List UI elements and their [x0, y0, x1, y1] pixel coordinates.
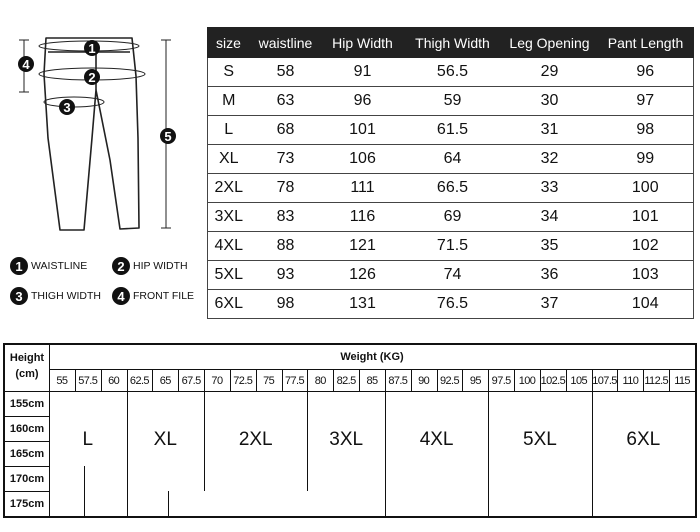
- grid-line: [5, 491, 49, 492]
- size-row: [208, 203, 694, 232]
- measurement-cell: 71.5: [404, 232, 502, 261]
- measurement-cell: 116: [322, 203, 404, 232]
- weight-value: 87.5: [388, 375, 408, 387]
- marker-hip-width: [84, 69, 100, 85]
- measurement-cell: 102: [598, 232, 694, 261]
- size-row: [208, 145, 694, 174]
- weight-value: 92.5: [440, 375, 460, 387]
- measurement-cell: 101: [322, 116, 404, 145]
- size-row: [208, 232, 694, 261]
- measurement-cell: 30: [502, 87, 598, 116]
- measurement-cell: 131: [322, 290, 404, 319]
- marker-pant-length: [160, 128, 176, 144]
- svg-text:3: 3: [63, 100, 71, 115]
- size-zone-divider: [168, 491, 169, 516]
- grid-line: [5, 441, 49, 442]
- col-header-hip-width: Hip Width: [322, 28, 404, 58]
- size-zone-label: 3XL: [329, 429, 364, 450]
- measurement-cell: 96: [322, 87, 404, 116]
- measurement-cell: 83: [250, 203, 322, 232]
- measurement-cell: 121: [322, 232, 404, 261]
- measurement-cell: 99: [598, 145, 694, 174]
- legend-front-file: [112, 287, 194, 305]
- size-row: [208, 87, 694, 116]
- weight-value: 67.5: [181, 375, 201, 387]
- measurement-cell: 96: [598, 58, 694, 87]
- weight-value: 85: [366, 375, 378, 387]
- measurement-cell: 37: [502, 290, 598, 319]
- height-unit: (cm): [15, 368, 39, 380]
- measurement-cell: 56.5: [404, 58, 502, 87]
- legend-thigh-width: [10, 287, 101, 305]
- size-cell: 3XL: [208, 203, 250, 232]
- size-row: [208, 58, 694, 87]
- size-zone-divider: [127, 466, 128, 516]
- size-zone-label: 2XL: [238, 429, 273, 450]
- measurement-cell: 61.5: [404, 116, 502, 145]
- weight-value: 100: [518, 375, 536, 387]
- grid-line: [49, 369, 695, 370]
- legend-badge: 2: [112, 257, 130, 275]
- measurement-cell: 91: [322, 58, 404, 87]
- pants-outline: [44, 38, 139, 230]
- size-cell: 6XL: [208, 290, 250, 319]
- size-zone-label: XL: [153, 429, 177, 450]
- measurement-cell: 97: [598, 87, 694, 116]
- measurement-cell: 68: [250, 116, 322, 145]
- size-row: [208, 290, 694, 319]
- size-zone-divider: [385, 391, 386, 516]
- measurement-cell: 31: [502, 116, 598, 145]
- legend-waistline: [10, 257, 87, 275]
- weight-value: 97.5: [491, 375, 511, 387]
- height-value: 175cm: [9, 498, 45, 510]
- legend-badge: 3: [10, 287, 28, 305]
- measurement-cell: 29: [502, 58, 598, 87]
- weight-value: 77.5: [284, 375, 304, 387]
- measurement-cell: 100: [598, 174, 694, 203]
- legend-label: FRONT FILE: [133, 290, 195, 302]
- size-row: [208, 261, 694, 290]
- legend-badge: 1: [10, 257, 28, 275]
- weight-header: Weight (KG): [340, 351, 404, 363]
- measurement-cell: 32: [502, 145, 598, 174]
- legend-label: HIP WIDTH: [133, 260, 188, 272]
- size-zone-label: L: [82, 429, 94, 450]
- col-header-waistline: waistline: [250, 28, 322, 58]
- size-zone-divider: [592, 391, 593, 516]
- weight-value: 55: [56, 375, 68, 387]
- legend-row-2: [10, 287, 210, 305]
- size-cell: L: [208, 116, 250, 145]
- marker-thigh-width: [59, 99, 75, 115]
- measurement-cell: 74: [404, 261, 502, 290]
- height-value: 155cm: [9, 398, 45, 410]
- size-cell: 4XL: [208, 232, 250, 261]
- weight-value: 107.5: [592, 375, 617, 387]
- measurement-cell: 33: [502, 174, 598, 203]
- height-value: 170cm: [9, 473, 45, 485]
- measurement-cell: 66.5: [404, 174, 502, 203]
- size-zone-label: 6XL: [626, 429, 661, 450]
- size-zone-divider: [488, 391, 489, 516]
- size-cell: XL: [208, 145, 250, 174]
- measurement-cell: 78: [250, 174, 322, 203]
- weight-value: 70: [211, 375, 223, 387]
- marker-front-file: [18, 56, 34, 72]
- weight-value: 105: [570, 375, 587, 387]
- size-zone-divider: [204, 391, 205, 491]
- size-zone-label: 5XL: [523, 429, 557, 450]
- measurement-cell: 98: [598, 116, 694, 145]
- weight-value: 65: [159, 375, 171, 387]
- legend-badge: 4: [112, 287, 130, 305]
- measurement-cell: 104: [598, 290, 694, 319]
- size-chart-table: [207, 27, 694, 319]
- measurement-cell: 111: [322, 174, 404, 203]
- measurement-cell: 98: [250, 290, 322, 319]
- measurement-cell: 64: [404, 145, 502, 174]
- measurement-cell: 76.5: [404, 290, 502, 319]
- size-zone-divider: [127, 391, 128, 466]
- measurement-cell: 58: [250, 58, 322, 87]
- weight-value: 112.5: [644, 375, 669, 387]
- col-header-size: size: [208, 28, 250, 58]
- size-row: [208, 116, 694, 145]
- marker-waistline: [84, 40, 100, 56]
- weight-value: 115: [674, 375, 690, 387]
- legend-label: WAISTLINE: [31, 260, 88, 272]
- measurement-cell: 35: [502, 232, 598, 261]
- measurement-cell: 88: [250, 232, 322, 261]
- measurement-cell: 34: [502, 203, 598, 232]
- svg-text:2: 2: [88, 70, 96, 85]
- svg-text:1: 1: [88, 41, 96, 56]
- measurement-cell: 126: [322, 261, 404, 290]
- weight-value: 95: [469, 375, 481, 387]
- measurement-cell: 93: [250, 261, 322, 290]
- col-header-thigh-width: Thigh Width: [404, 28, 502, 58]
- height-value: 160cm: [9, 423, 45, 435]
- weight-value: 60: [108, 375, 120, 387]
- measurement-cell: 36: [502, 261, 598, 290]
- weight-value: 72.5: [233, 375, 253, 387]
- height-header: Height: [9, 352, 45, 364]
- col-header-leg-opening: Leg Opening: [502, 28, 598, 58]
- size-cell: S: [208, 58, 250, 87]
- weight-value: 57.5: [78, 375, 98, 387]
- legend-hip-width: [112, 257, 188, 275]
- grid-line: [5, 416, 49, 417]
- svg-text:5: 5: [164, 129, 172, 144]
- weight-value: 62.5: [129, 375, 149, 387]
- measurement-cell: 101: [598, 203, 694, 232]
- measurement-cell: 59: [404, 87, 502, 116]
- weight-height-fit-chart: [3, 343, 697, 518]
- weight-value: 80: [314, 375, 326, 387]
- svg-text:4: 4: [22, 57, 30, 72]
- pants-diagram: [8, 28, 200, 240]
- size-cell: 5XL: [208, 261, 250, 290]
- measurement-cell: 73: [250, 145, 322, 174]
- size-zone-divider: [307, 391, 308, 491]
- weight-value: 90: [418, 375, 430, 387]
- height-value: 165cm: [9, 448, 45, 460]
- measurement-cell: 69: [404, 203, 502, 232]
- size-cell: M: [208, 87, 250, 116]
- weight-value: 82.5: [336, 375, 356, 387]
- legend-row-1: [10, 257, 210, 275]
- weight-value: 102.5: [540, 375, 566, 387]
- size-cell: 2XL: [208, 174, 250, 203]
- size-zone-divider: [84, 466, 85, 516]
- measurement-cell: 106: [322, 145, 404, 174]
- size-row: [208, 174, 694, 203]
- col-header-pant-length: Pant Length: [598, 28, 694, 58]
- weight-value: 110: [622, 375, 639, 387]
- size-table-header: [208, 28, 694, 58]
- legend-label: THIGH WIDTH: [31, 290, 101, 302]
- measurement-cell: 103: [598, 261, 694, 290]
- weight-value: 75: [263, 375, 275, 387]
- grid-line: [5, 466, 49, 467]
- measurement-cell: 63: [250, 87, 322, 116]
- size-zone-label: 4XL: [419, 429, 454, 450]
